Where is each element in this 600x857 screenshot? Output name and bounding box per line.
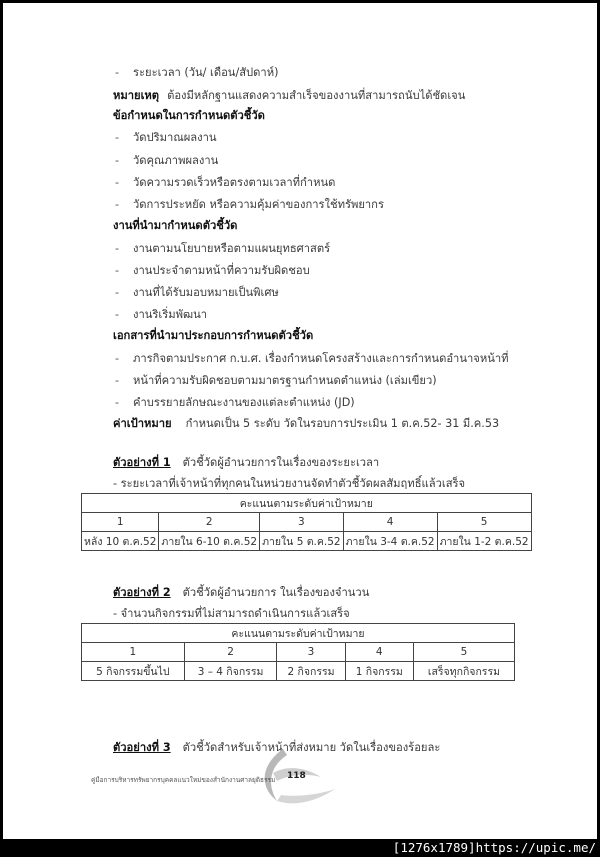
list-item: - งานริเริ่มพัฒนา: [115, 308, 208, 321]
note-line: [113, 88, 465, 104]
table-row-criteria: หลัง 10 ต.ค.52 ภายใน 6-10 ต.ค.52 ภายใน 5 ต.ค.52 ภายใน 3-4 ต.ค.52 ภายใน 1-2 ต.ค.52: [82, 532, 532, 551]
list-item: - งานประจำตามหน้าที่ความรับผิดชอบ: [115, 264, 310, 277]
page-number: 118: [287, 771, 306, 781]
list-item: - วัดการประหยัด หรือความคุ้มค่าของการใช้ทรัพยากร: [115, 198, 384, 211]
example2-score-table: [81, 623, 515, 681]
example1-score-table: [81, 493, 532, 551]
example2-subtitle: - จำนวนกิจกรรมที่ไม่สามารถดำเนินการแล้วเสร็จ: [113, 607, 350, 620]
note-text: ต้องมีหลักฐานแสดงความสำเร็จของงานที่สามารถนับได้ชัดเจน: [167, 89, 466, 102]
table-header: คะแนนตามระดับค่าเป้าหมาย: [82, 624, 515, 643]
list-item: - ภารกิจตามประกาศ ก.บ.ศ. เรื่องกำหนดโครงสร้างและการกำหนดอำนาจหน้าที่: [115, 352, 509, 365]
note-label: หมายเหตุ: [113, 89, 160, 102]
target-text: กำหนดเป็น 5 ระดับ วัดในรอบการประเมิน 1 ต.ค.52- 31 มี.ค.53: [185, 417, 500, 430]
table-row-levels: 1 2 3 4 5: [82, 643, 515, 662]
target-label: ค่าเป้าหมาย: [113, 417, 172, 430]
footer-manual-title: คู่มือการบริหารทรัพยากรบุคคลแนวใหม่ของสำนักงานศาลยุติธรรม: [91, 776, 276, 784]
bullet-duration: - ระยะเวลา (วัน/ เดือน/สัปดาห์): [115, 66, 279, 79]
list-item: - งานที่ได้รับมอบหมายเป็นพิเศษ: [115, 286, 279, 299]
list-item: - วัดความรวดเร็วหรือตรงตามเวลาที่กำหนด: [115, 176, 336, 189]
document-page: [3, 3, 597, 839]
example3-title: ตัวอย่างที่ 3 ตัวชี้วัดสำหรับเจ้าหน้าที่ส่งหมาย วัดในเรื่องของร้อยละ: [113, 741, 441, 754]
heading-indicator-rules: ข้อกำหนดในการกำหนดตัวชี้วัด: [113, 109, 265, 122]
list-item: - หน้าที่ความรับผิดชอบตามมาตรฐานกำหนดตำแหน่ง (เล่มเขียว): [115, 374, 437, 387]
image-host-watermark: [1276x1789]https://upic.me/: [392, 840, 596, 855]
list-item: - วัดคุณภาพผลงาน: [115, 154, 219, 167]
list-item: - งานตามนโยบายหรือตามแผนยุทธศาสตร์: [115, 242, 331, 255]
table-row-criteria: 5 กิจกรรมขึ้นไป 3 – 4 กิจกรรม 2 กิจกรรม 1 กิจกรรม เสร็จทุกกิจกรรม: [82, 662, 515, 681]
example2-label: ตัวอย่างที่ 2: [113, 586, 171, 599]
example1-label: ตัวอย่างที่ 1: [113, 456, 171, 469]
table-header: คะแนนตามระดับค่าเป้าหมาย: [82, 494, 532, 513]
example3-label: ตัวอย่างที่ 3: [113, 741, 171, 754]
dash-bullet: -: [115, 66, 120, 79]
example2-title: ตัวอย่างที่ 2 ตัวชี้วัดผู้อำนวยการ ในเรื่องของจำนวน: [113, 586, 370, 599]
heading-work-sources: งานที่นำมากำหนดตัวชี้วัด: [113, 219, 238, 232]
page-content: [3, 3, 597, 839]
heading-documents: เอกสารที่นำมาประกอบการกำหนดตัวชี้วัด: [113, 329, 314, 342]
list-item: - คำบรรยายลักษณะงานของแต่ละตำแหน่ง (JD): [115, 396, 355, 409]
list-item: - วัดปริมาณผลงาน: [115, 131, 217, 144]
example1-subtitle: - ระยะเวลาที่เจ้าหน้าที่ทุกคนในหน่วยงานจัดทำตัวชี้วัดผลสัมฤทธิ์แล้วเสร็จ: [113, 477, 466, 490]
example1-title: ตัวอย่างที่ 1 ตัวชี้วัดผู้อำนวยการในเรื่องของระยะเวลา: [113, 456, 380, 469]
target-line: [113, 416, 499, 432]
table-row-levels: 1 2 3 4 5: [82, 513, 532, 532]
